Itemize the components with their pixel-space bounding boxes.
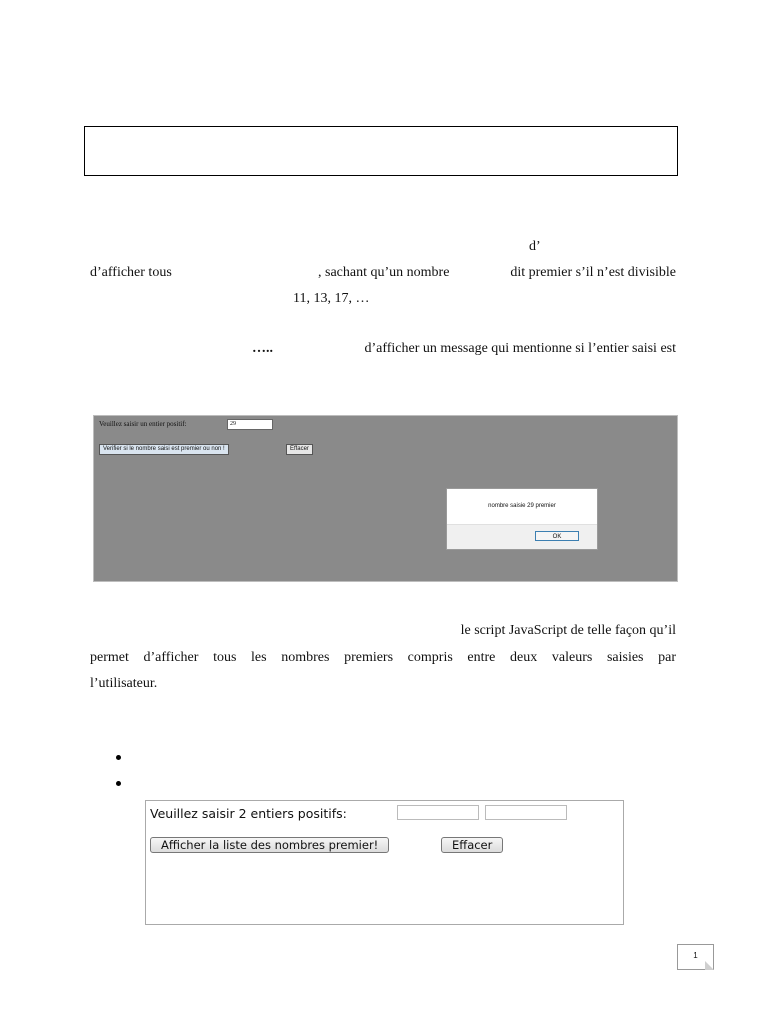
bullet-point bbox=[116, 755, 121, 760]
list-primes-button[interactable]: Afficher la liste des nombres premier! bbox=[150, 837, 389, 853]
title-box bbox=[84, 126, 678, 176]
clear-button[interactable]: Effacer bbox=[286, 444, 313, 455]
text-dots: ….. bbox=[252, 341, 273, 356]
prompt-label: Veuillez saisir 2 entiers positifs: bbox=[150, 806, 347, 821]
dialog-footer bbox=[447, 524, 597, 549]
text-message-line: d’afficher un message qui mentionne si l’entier saisi est bbox=[364, 341, 676, 356]
ok-button[interactable]: OK bbox=[535, 531, 579, 541]
text-fragment-dit-premier: dit premier s’il n’est divisible bbox=[510, 265, 676, 280]
page-curl-icon bbox=[705, 961, 714, 970]
integer-input[interactable]: 29 bbox=[227, 419, 273, 430]
screenshot-prime-list bbox=[145, 800, 624, 925]
text-fragment-afficher: d’afficher tous bbox=[90, 265, 172, 280]
alert-dialog bbox=[446, 488, 598, 550]
bullet-point bbox=[116, 781, 121, 786]
check-prime-button[interactable]: Verifier si le nombre saisi est premier ou non ! bbox=[99, 444, 229, 455]
page-number: 1 bbox=[693, 951, 698, 960]
dialog-message: nombre saisie 29 premier bbox=[488, 503, 556, 509]
page-number-box bbox=[677, 944, 714, 970]
text-fragment-d: d’ bbox=[529, 239, 541, 254]
first-integer-input[interactable] bbox=[397, 805, 479, 820]
clear-button[interactable]: Effacer bbox=[441, 837, 503, 853]
screenshot-prime-check bbox=[93, 415, 678, 582]
text-fragment-list: 11, 13, 17, … bbox=[293, 291, 370, 306]
text-fragment-sachant: , sachant qu’un nombre bbox=[318, 265, 450, 280]
second-integer-input[interactable] bbox=[485, 805, 567, 820]
text-utilisateur-line: l’utilisateur. bbox=[90, 676, 158, 691]
prompt-label: Veuillez saisir un entier positif: bbox=[99, 420, 187, 428]
text-permet-line: permet d’afficher tous les nombres premiers compris entre deux valeurs saisies par bbox=[90, 650, 676, 665]
text-script-line: le script JavaScript de telle façon qu’il bbox=[460, 623, 676, 638]
